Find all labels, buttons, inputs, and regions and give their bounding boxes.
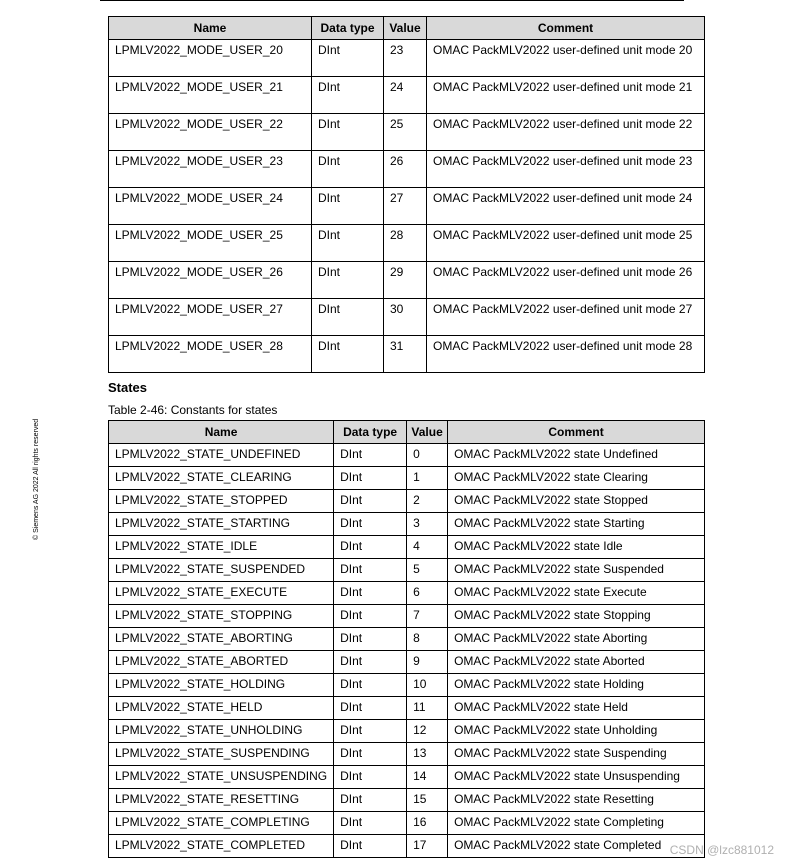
table-row [109, 789, 705, 812]
cell-value: 10 [407, 674, 448, 697]
user-modes-table-body [109, 40, 705, 373]
cell-comment: OMAC PackMLV2022 state Execute [448, 582, 705, 605]
states-table [108, 420, 705, 858]
cell-value: 0 [407, 444, 448, 467]
cell-data-type: DInt [312, 336, 384, 373]
table-row [109, 262, 705, 299]
cell-comment: OMAC PackMLV2022 state Resetting [448, 789, 705, 812]
table-row [109, 628, 705, 651]
cell-value: 30 [384, 299, 427, 336]
cell-comment: OMAC PackMLV2022 user-defined unit mode 26 [427, 262, 705, 299]
cell-comment: OMAC PackMLV2022 state Completed [448, 835, 705, 858]
cell-value: 2 [407, 490, 448, 513]
cell-name: LPMLV2022_STATE_STARTING [109, 513, 334, 536]
cell-comment: OMAC PackMLV2022 user-defined unit mode 22 [427, 114, 705, 151]
cell-comment: OMAC PackMLV2022 state Suspending [448, 743, 705, 766]
cell-comment: OMAC PackMLV2022 user-defined unit mode 20 [427, 40, 705, 77]
top-rule [100, 0, 684, 1]
cell-name: LPMLV2022_MODE_USER_21 [109, 77, 312, 114]
cell-value: 25 [384, 114, 427, 151]
cell-data-type: DInt [334, 628, 407, 651]
table-row [109, 188, 705, 225]
table-row [109, 743, 705, 766]
header-comment: Comment [448, 421, 705, 444]
cell-value: 12 [407, 720, 448, 743]
cell-name: LPMLV2022_STATE_UNHOLDING [109, 720, 334, 743]
cell-comment: OMAC PackMLV2022 state Held [448, 697, 705, 720]
cell-value: 26 [384, 151, 427, 188]
cell-data-type: DInt [334, 812, 407, 835]
cell-name: LPMLV2022_STATE_SUSPENDED [109, 559, 334, 582]
table-row [109, 720, 705, 743]
header-data-type: Data type [312, 17, 384, 40]
cell-comment: OMAC PackMLV2022 user-defined unit mode 25 [427, 225, 705, 262]
table-row [109, 114, 705, 151]
cell-data-type: DInt [334, 766, 407, 789]
table-row [109, 513, 705, 536]
table-header-row [109, 421, 705, 444]
cell-data-type: DInt [334, 513, 407, 536]
cell-value: 7 [407, 605, 448, 628]
cell-comment: OMAC PackMLV2022 state Stopping [448, 605, 705, 628]
cell-comment: OMAC PackMLV2022 state Aborted [448, 651, 705, 674]
watermark: CSDN @lzc881012 [669, 843, 774, 857]
cell-data-type: DInt [312, 114, 384, 151]
table-row [109, 559, 705, 582]
states-table-body [109, 444, 705, 858]
header-name: Name [109, 421, 334, 444]
cell-comment: OMAC PackMLV2022 user-defined unit mode 27 [427, 299, 705, 336]
table-row [109, 467, 705, 490]
cell-name: LPMLV2022_STATE_UNDEFINED [109, 444, 334, 467]
cell-data-type: DInt [334, 789, 407, 812]
table-row [109, 225, 705, 262]
cell-name: LPMLV2022_STATE_RESETTING [109, 789, 334, 812]
cell-name: LPMLV2022_STATE_HOLDING [109, 674, 334, 697]
table-row [109, 605, 705, 628]
states-heading: States [108, 380, 148, 395]
cell-data-type: DInt [312, 299, 384, 336]
cell-comment: OMAC PackMLV2022 state Suspended [448, 559, 705, 582]
table-row [109, 651, 705, 674]
cell-name: LPMLV2022_STATE_HELD [109, 697, 334, 720]
cell-value: 4 [407, 536, 448, 559]
cell-value: 15 [407, 789, 448, 812]
table-row [109, 835, 705, 858]
cell-value: 1 [407, 467, 448, 490]
cell-data-type: DInt [334, 835, 407, 858]
cell-data-type: DInt [334, 467, 407, 490]
cell-comment: OMAC PackMLV2022 user-defined unit mode 28 [427, 336, 705, 373]
cell-data-type: DInt [312, 262, 384, 299]
cell-name: LPMLV2022_MODE_USER_22 [109, 114, 312, 151]
cell-name: LPMLV2022_MODE_USER_23 [109, 151, 312, 188]
cell-value: 8 [407, 628, 448, 651]
cell-name: LPMLV2022_STATE_EXECUTE [109, 582, 334, 605]
user-modes-table [108, 16, 705, 373]
cell-value: 31 [384, 336, 427, 373]
cell-name: LPMLV2022_STATE_UNSUSPENDING [109, 766, 334, 789]
cell-value: 3 [407, 513, 448, 536]
cell-value: 11 [407, 697, 448, 720]
cell-value: 28 [384, 225, 427, 262]
cell-name: LPMLV2022_MODE_USER_26 [109, 262, 312, 299]
table-row [109, 40, 705, 77]
cell-data-type: DInt [334, 674, 407, 697]
cell-comment: OMAC PackMLV2022 user-defined unit mode 23 [427, 151, 705, 188]
cell-value: 13 [407, 743, 448, 766]
cell-comment: OMAC PackMLV2022 state Unholding [448, 720, 705, 743]
cell-value: 14 [407, 766, 448, 789]
cell-comment: OMAC PackMLV2022 state Aborting [448, 628, 705, 651]
header-name: Name [109, 17, 312, 40]
cell-value: 6 [407, 582, 448, 605]
cell-data-type: DInt [334, 743, 407, 766]
cell-name: LPMLV2022_STATE_CLEARING [109, 467, 334, 490]
cell-data-type: DInt [312, 40, 384, 77]
cell-comment: OMAC PackMLV2022 state Idle [448, 536, 705, 559]
table-row [109, 151, 705, 188]
table-row [109, 582, 705, 605]
cell-value: 5 [407, 559, 448, 582]
cell-name: LPMLV2022_MODE_USER_28 [109, 336, 312, 373]
cell-name: LPMLV2022_STATE_STOPPING [109, 605, 334, 628]
table-row [109, 490, 705, 513]
table-row [109, 697, 705, 720]
cell-data-type: DInt [334, 536, 407, 559]
table-row [109, 674, 705, 697]
cell-value: 29 [384, 262, 427, 299]
header-comment: Comment [427, 17, 705, 40]
cell-name: LPMLV2022_STATE_STOPPED [109, 490, 334, 513]
table-row [109, 536, 705, 559]
copyright-side-text: © Siemens AG 2022 All rights reserved [33, 418, 40, 540]
table-row [109, 766, 705, 789]
cell-value: 16 [407, 812, 448, 835]
cell-data-type: DInt [334, 605, 407, 628]
cell-data-type: DInt [312, 151, 384, 188]
cell-data-type: DInt [334, 651, 407, 674]
cell-name: LPMLV2022_STATE_COMPLETED [109, 835, 334, 858]
cell-data-type: DInt [334, 720, 407, 743]
table-row [109, 299, 705, 336]
cell-value: 23 [384, 40, 427, 77]
cell-comment: OMAC PackMLV2022 state Unsuspending [448, 766, 705, 789]
cell-name: LPMLV2022_MODE_USER_24 [109, 188, 312, 225]
table-header-row [109, 17, 705, 40]
table-caption: Table 2-46: Constants for states [108, 403, 278, 417]
cell-data-type: DInt [334, 582, 407, 605]
header-value: Value [407, 421, 448, 444]
table-row [109, 336, 705, 373]
cell-data-type: DInt [334, 559, 407, 582]
cell-name: LPMLV2022_MODE_USER_20 [109, 40, 312, 77]
cell-name: LPMLV2022_MODE_USER_25 [109, 225, 312, 262]
cell-value: 24 [384, 77, 427, 114]
table-row [109, 444, 705, 467]
cell-value: 27 [384, 188, 427, 225]
cell-name: LPMLV2022_STATE_ABORTED [109, 651, 334, 674]
table-row [109, 77, 705, 114]
cell-data-type: DInt [312, 77, 384, 114]
cell-data-type: DInt [334, 490, 407, 513]
cell-value: 9 [407, 651, 448, 674]
cell-comment: OMAC PackMLV2022 state Clearing [448, 467, 705, 490]
cell-name: LPMLV2022_STATE_COMPLETING [109, 812, 334, 835]
cell-data-type: DInt [334, 697, 407, 720]
cell-data-type: DInt [312, 225, 384, 262]
cell-comment: OMAC PackMLV2022 state Holding [448, 674, 705, 697]
cell-comment: OMAC PackMLV2022 user-defined unit mode 24 [427, 188, 705, 225]
header-data-type: Data type [334, 421, 407, 444]
cell-comment: OMAC PackMLV2022 state Completing [448, 812, 705, 835]
cell-comment: OMAC PackMLV2022 state Undefined [448, 444, 705, 467]
cell-name: LPMLV2022_STATE_ABORTING [109, 628, 334, 651]
header-value: Value [384, 17, 427, 40]
cell-data-type: DInt [312, 188, 384, 225]
table-row [109, 812, 705, 835]
cell-value: 17 [407, 835, 448, 858]
cell-comment: OMAC PackMLV2022 user-defined unit mode 21 [427, 77, 705, 114]
cell-name: LPMLV2022_MODE_USER_27 [109, 299, 312, 336]
cell-comment: OMAC PackMLV2022 state Stopped [448, 490, 705, 513]
cell-name: LPMLV2022_STATE_IDLE [109, 536, 334, 559]
cell-name: LPMLV2022_STATE_SUSPENDING [109, 743, 334, 766]
cell-comment: OMAC PackMLV2022 state Starting [448, 513, 705, 536]
cell-data-type: DInt [334, 444, 407, 467]
